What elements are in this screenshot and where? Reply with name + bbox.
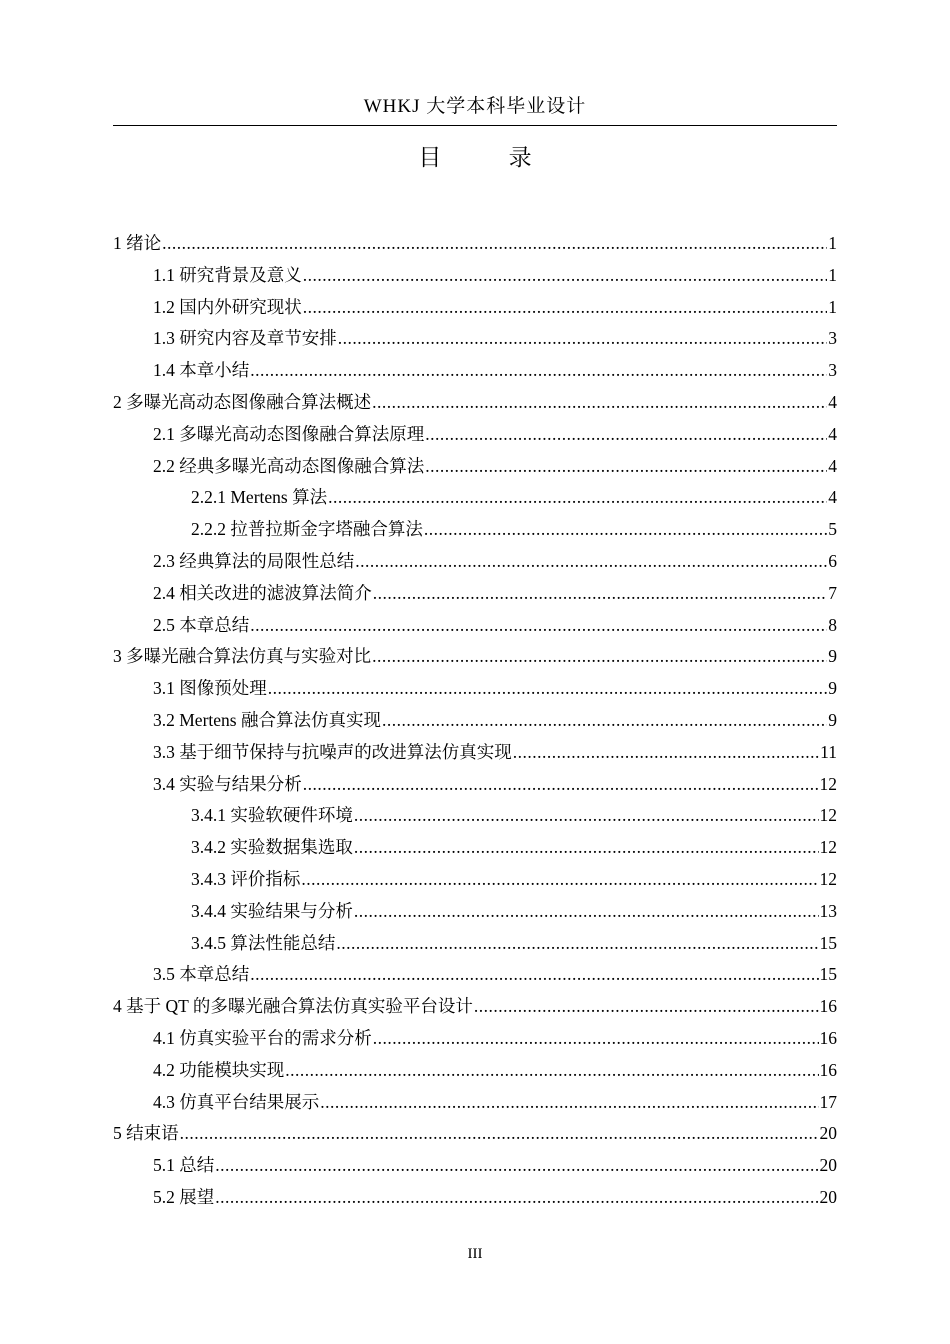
toc-entry[interactable] bbox=[113, 1023, 837, 1055]
toc-entry-label: 4.3 仿真平台结果展示 bbox=[153, 1091, 320, 1112]
toc-entry-page: 12 bbox=[819, 773, 837, 794]
toc-entry-label: 3.3 基于细节保持与抗噪声的改进算法仿真实现 bbox=[153, 741, 512, 762]
toc-entry-page: 16 bbox=[819, 1059, 837, 1080]
toc-dot-leader bbox=[250, 959, 818, 991]
toc-dot-leader bbox=[373, 1023, 819, 1055]
toc-entry-page: 13 bbox=[819, 900, 837, 921]
toc-entry-label: 3 多曝光融合算法仿真与实验对比 bbox=[113, 646, 372, 667]
toc-entry[interactable] bbox=[113, 482, 837, 514]
toc-entry-label: 1.2 国内外研究现状 bbox=[153, 296, 302, 317]
toc-entry-page: 9 bbox=[828, 646, 837, 667]
toc-entry[interactable] bbox=[113, 991, 837, 1023]
toc-entry-page: 4 bbox=[828, 423, 837, 444]
toc-entry[interactable] bbox=[113, 1055, 837, 1087]
toc-entry-label: 4 基于 QT 的多曝光融合算法仿真实验平台设计 bbox=[113, 996, 473, 1017]
toc-dot-leader bbox=[338, 323, 828, 355]
toc-entry-label: 3.5 本章总结 bbox=[153, 964, 250, 985]
toc-entry-label: 5.2 展望 bbox=[153, 1186, 215, 1207]
toc-entry[interactable] bbox=[113, 673, 837, 705]
toc-entry[interactable] bbox=[113, 896, 837, 928]
toc-entry-page: 3 bbox=[828, 360, 837, 381]
toc-dot-leader bbox=[354, 800, 819, 832]
toc-entry-label: 1.3 研究内容及章节安排 bbox=[153, 328, 337, 349]
toc-entry-page: 4 bbox=[828, 391, 837, 412]
toc-entry[interactable] bbox=[113, 1150, 837, 1182]
toc-entry-page: 4 bbox=[828, 487, 837, 508]
toc-entry-label: 3.4 实验与结果分析 bbox=[153, 773, 302, 794]
toc-entry-page: 15 bbox=[819, 964, 837, 985]
toc-entry-label: 3.4.1 实验软硬件环境 bbox=[191, 805, 353, 826]
toc-dot-leader bbox=[268, 673, 828, 705]
toc-dot-leader bbox=[250, 355, 827, 387]
toc-dot-leader bbox=[320, 1087, 818, 1119]
toc-entry[interactable] bbox=[113, 1118, 837, 1150]
toc-dot-leader bbox=[250, 610, 827, 642]
toc-entry-label: 4.2 功能模块实现 bbox=[153, 1059, 285, 1080]
toc-dot-leader bbox=[372, 387, 827, 419]
toc-entry-page: 20 bbox=[819, 1123, 837, 1144]
toc-entry-label: 3.4.5 算法性能总结 bbox=[191, 932, 336, 953]
toc-entry-label: 2.2.1 Mertens 算法 bbox=[191, 487, 328, 508]
toc-entry[interactable] bbox=[113, 959, 837, 991]
toc-entry-label: 4.1 仿真实验平台的需求分析 bbox=[153, 1027, 372, 1048]
toc-dot-leader bbox=[382, 705, 827, 737]
toc-entry-label: 3.4.3 评价指标 bbox=[191, 868, 301, 889]
toc-entry-page: 1 bbox=[828, 296, 837, 317]
toc-entry-label: 5.1 总结 bbox=[153, 1155, 215, 1176]
toc-entry-page: 20 bbox=[819, 1186, 837, 1207]
toc-entry[interactable] bbox=[113, 800, 837, 832]
toc-dot-leader bbox=[303, 769, 819, 801]
header-divider bbox=[113, 125, 837, 126]
toc-entry[interactable] bbox=[113, 832, 837, 864]
toc-entry[interactable] bbox=[113, 260, 837, 292]
toc-entry-page: 1 bbox=[828, 233, 837, 253]
toc-list bbox=[113, 228, 837, 1214]
toc-entry[interactable] bbox=[113, 610, 837, 642]
toc-entry-page: 7 bbox=[828, 582, 837, 603]
toc-entry-label: 2 多曝光高动态图像融合算法概述 bbox=[113, 391, 372, 412]
toc-entry-page: 17 bbox=[819, 1091, 837, 1112]
toc-entry-page: 1 bbox=[828, 264, 837, 285]
toc-entry-label: 1.1 研究背景及意义 bbox=[153, 264, 302, 285]
toc-entry-page: 20 bbox=[819, 1155, 837, 1176]
toc-entry-page: 5 bbox=[828, 519, 837, 540]
toc-entry-page: 3 bbox=[828, 328, 837, 349]
toc-dot-leader bbox=[180, 1118, 819, 1150]
toc-entry-page: 9 bbox=[828, 678, 837, 699]
toc-entry-page: 12 bbox=[819, 837, 837, 858]
toc-entry-label: 2.2 经典多曝光高动态图像融合算法 bbox=[153, 455, 425, 476]
toc-entry-label: 3.1 图像预处理 bbox=[153, 678, 267, 699]
toc-entry-page: 16 bbox=[819, 1027, 837, 1048]
toc-entry[interactable] bbox=[113, 451, 837, 483]
toc-entry[interactable] bbox=[113, 514, 837, 546]
toc-entry-page: 9 bbox=[828, 709, 837, 730]
toc-dot-leader bbox=[474, 991, 819, 1023]
toc-dot-leader bbox=[372, 641, 827, 673]
page-header-title: WHKJ 大学本科毕业设计 bbox=[363, 96, 587, 117]
toc-entry-label: 2.4 相关改进的滤波算法简介 bbox=[153, 582, 372, 603]
toc-dot-leader bbox=[303, 292, 828, 324]
toc-entry-label: 1 绪论 bbox=[113, 233, 162, 253]
toc-entry[interactable] bbox=[113, 737, 837, 769]
toc-dot-leader bbox=[162, 228, 827, 260]
toc-entry[interactable] bbox=[113, 355, 837, 387]
toc-entry-label: 2.1 多曝光高动态图像融合算法原理 bbox=[153, 423, 425, 444]
toc-entry[interactable] bbox=[113, 323, 837, 355]
toc-entry[interactable] bbox=[113, 1182, 837, 1214]
toc-entry-page: 15 bbox=[819, 932, 837, 953]
toc-entry[interactable] bbox=[113, 228, 837, 260]
toc-title: 目 录 bbox=[418, 145, 562, 171]
toc-entry-label: 2.3 经典算法的局限性总结 bbox=[153, 550, 355, 571]
toc-entry-page: 8 bbox=[828, 614, 837, 635]
toc-dot-leader bbox=[373, 578, 828, 610]
page-number: III bbox=[467, 1246, 483, 1262]
toc-entry[interactable] bbox=[113, 387, 837, 419]
toc-entry[interactable] bbox=[113, 292, 837, 324]
toc-dot-leader bbox=[215, 1150, 818, 1182]
toc-entry-page: 12 bbox=[819, 805, 837, 826]
toc-dot-leader bbox=[336, 928, 818, 960]
toc-entry[interactable] bbox=[113, 769, 837, 801]
toc-dot-leader bbox=[328, 482, 827, 514]
toc-entry-page: 16 bbox=[819, 996, 837, 1017]
toc-entry[interactable] bbox=[113, 419, 837, 451]
toc-entry[interactable] bbox=[113, 864, 837, 896]
toc-dot-leader bbox=[424, 514, 827, 546]
toc-dot-leader bbox=[355, 546, 827, 578]
toc-dot-leader bbox=[301, 864, 818, 896]
toc-dot-leader bbox=[215, 1182, 818, 1214]
toc-dot-leader bbox=[425, 451, 827, 483]
toc-entry[interactable] bbox=[113, 1087, 837, 1119]
toc-entry-label: 3.2 Mertens 融合算法仿真实现 bbox=[153, 709, 381, 730]
toc-entry-page: 12 bbox=[819, 868, 837, 889]
toc-dot-leader bbox=[303, 260, 828, 292]
toc-entry-label: 3.4.4 实验结果与分析 bbox=[191, 900, 353, 921]
toc-entry[interactable] bbox=[113, 641, 837, 673]
toc-entry-page: 6 bbox=[828, 550, 837, 571]
toc-dot-leader bbox=[285, 1055, 818, 1087]
toc-entry[interactable] bbox=[113, 705, 837, 737]
toc-entry[interactable] bbox=[113, 546, 837, 578]
toc-entry-page: 11 bbox=[820, 741, 837, 762]
toc-entry-label: 3.4.2 实验数据集选取 bbox=[191, 837, 353, 858]
toc-entry-label: 2.5 本章总结 bbox=[153, 614, 250, 635]
toc-dot-leader bbox=[354, 832, 819, 864]
toc-entry-label: 2.2.2 拉普拉斯金字塔融合算法 bbox=[191, 519, 423, 540]
toc-dot-leader bbox=[513, 737, 819, 769]
toc-dot-leader bbox=[425, 419, 827, 451]
toc-dot-leader bbox=[354, 896, 819, 928]
toc-entry-label: 1.4 本章小结 bbox=[153, 360, 250, 381]
toc-entry-label: 5 结束语 bbox=[113, 1123, 179, 1144]
toc-entry-page: 4 bbox=[828, 455, 837, 476]
toc-entry[interactable] bbox=[113, 578, 837, 610]
toc-entry[interactable] bbox=[113, 928, 837, 960]
